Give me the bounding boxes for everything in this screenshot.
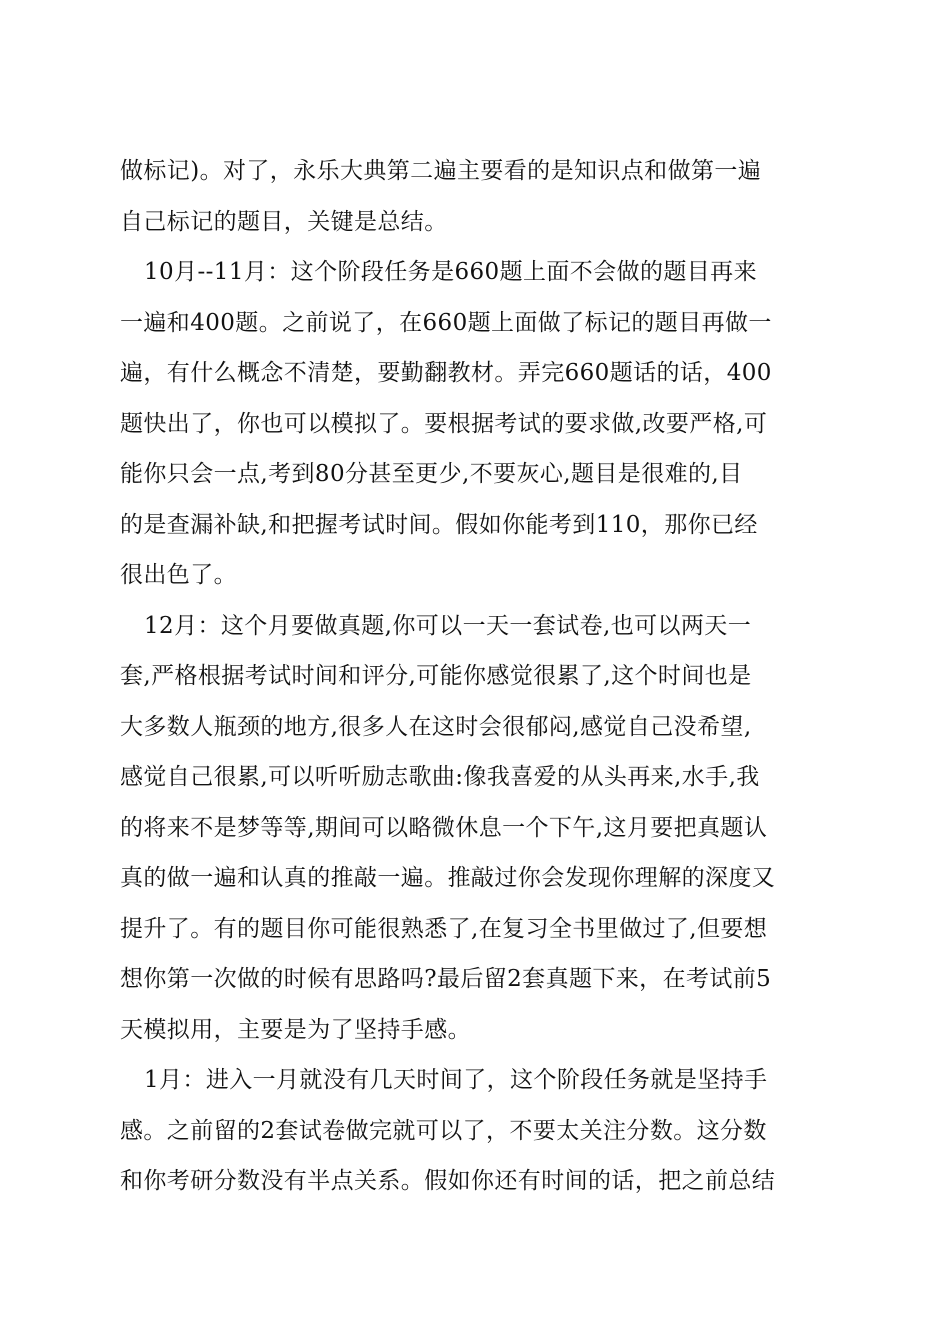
text-line: 10月--11月：这个阶段任务是660题上面不会做的题目再来 — [144, 259, 757, 285]
text-line: 能你只会一点,考到80分甚至更少,不要灰心,题目是很难的,目 — [120, 461, 743, 487]
text-line: 的是查漏补缺,和把握考试时间。假如你能考到110，那你已经 — [120, 511, 758, 538]
paragraph-continuation — [120, 146, 832, 247]
text-line: 套,严格根据考试时间和评分,可能你感觉很累了,这个时间也是 — [120, 663, 752, 689]
text-line: 感。之前留的2套试卷做完就可以了，不要太关注分数。这分数 — [120, 1117, 767, 1144]
text-line: 12月：这个月要做真题,你可以一天一套试卷,也可以两天一 — [144, 612, 752, 639]
text-line: 遍，有什么概念不清楚，要勤翻教材。弄完660题话的话，400 — [120, 360, 772, 386]
text-line: 1月：进入一月就没有几天时间了，这个阶段任务就是坚持手 — [144, 1067, 768, 1093]
text-line: 的将来不是梦等等,期间可以略微休息一个下午,这月要把真题认 — [120, 814, 768, 841]
paragraph-december — [120, 601, 832, 1056]
document-body — [120, 146, 832, 1207]
text-line: 很出色了。 — [120, 562, 237, 588]
paragraph-october-november — [120, 247, 832, 601]
text-line: 天模拟用，主要是为了坚持手感。 — [120, 1016, 471, 1043]
text-line: 题快出了，你也可以模拟了。要根据考试的要求做,改要严格,可 — [120, 410, 768, 437]
text-line: 感觉自己很累,可以听听励志歌曲:像我喜爱的从头再来,水手,我 — [120, 764, 760, 790]
text-line: 和你考研分数没有半点关系。假如你还有时间的话，把之前总结 — [120, 1168, 776, 1194]
text-line: 做标记)。对了，永乐大典第二遍主要看的是知识点和做第一遍 — [120, 158, 762, 184]
text-line: 一遍和400题。之前说了，在660题上面做了标记的题目再做一 — [120, 309, 772, 336]
text-line: 想你第一次做的时候有思路吗?最后留2套真题下来，在考试前5 — [120, 966, 772, 992]
text-line: 真的做一遍和认真的推敲一遍。推敲过你会发现你理解的深度又 — [120, 865, 776, 891]
text-line: 大多数人瓶颈的地方,很多人在这时会很郁闷,感觉自己没希望, — [120, 713, 752, 740]
text-line: 提升了。有的题目你可能很熟悉了,在复习全书里做过了,但要想 — [120, 915, 768, 942]
text-line: 自己标记的题目，关键是总结。 — [120, 208, 448, 235]
paragraph-january — [120, 1055, 832, 1207]
